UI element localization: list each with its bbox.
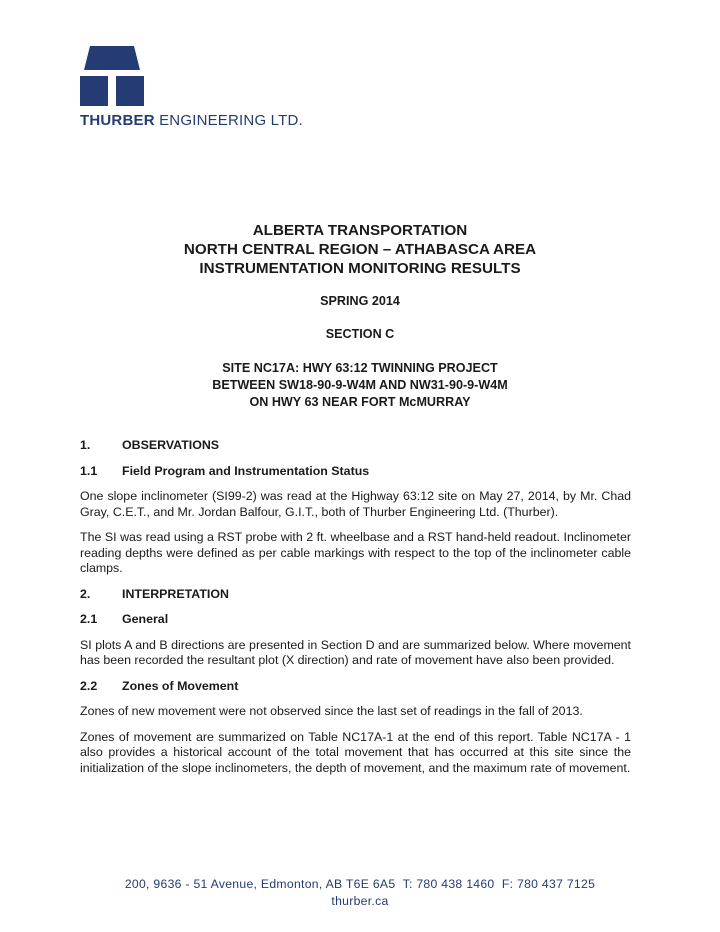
heading-field-program: 1.1 Field Program and Instrumentation Status xyxy=(80,463,370,478)
report-body xyxy=(80,438,631,776)
title-line-2: NORTH CENTRAL REGION – ATHABASCA AREA xyxy=(183,241,537,258)
thurber-logo-icon xyxy=(80,46,144,106)
footer-address: 200, 9636 - 51 Avenue, Edmonton, AB T6E 6A5 xyxy=(124,877,396,891)
document-title xyxy=(0,221,720,278)
company-name: THURBER ENGINEERING LTD. xyxy=(80,112,303,129)
paragraph-field-program: One slope inclinometer (SI99-2) was read at the Highway 63:12 site on May 27, 2014, by Mr. Chad Gray, C.E.T., and Mr. Jordan Balfour, G.I.T., both of Thurber Engineering Ltd. (Thurber). xyxy=(80,489,631,519)
title-line-1: ALBERTA TRANSPORTATION xyxy=(252,222,468,239)
footer-phone: 780 438 1460 xyxy=(416,877,495,891)
page-footer xyxy=(0,876,720,910)
heading-interpretation: 2. INTERPRETATION xyxy=(80,586,229,601)
paragraph-probe: The SI was read using a RST probe with 2 ft. wheelbase and a RST hand-held readout. Inclinometer reading depths were defined as per cable markings with respect to the top of the inclinometer cable clamps. xyxy=(80,530,631,575)
site-line-1: SITE NC17A: HWY 63:12 TWINNING PROJECT xyxy=(222,361,498,375)
site-line-3: ON HWY 63 NEAR FORT McMURRAY xyxy=(249,395,471,409)
title-line-3: INSTRUMENTATION MONITORING RESULTS xyxy=(199,260,521,277)
paragraph-general: SI plots A and B directions are presented in Section D and are summarized below. Where movement has been recorded the resultant plot (X direction) and rate of movement have also been provided. xyxy=(80,637,631,667)
season-label: SPRING 2014 xyxy=(320,294,400,308)
paragraph-zones-new: Zones of new movement were not observed since the last set of readings in the fall of 2013. xyxy=(80,704,583,718)
section-label: SECTION C xyxy=(325,327,395,341)
company-logo xyxy=(80,46,303,129)
heading-zones-of-movement: 2.2 Zones of Movement xyxy=(80,678,239,693)
heading-general: 2.1 General xyxy=(80,612,169,626)
footer-contact: 200, 9636 - 51 Avenue, Edmonton, AB T6E 6A5 T: 780 438 1460 F: 780 437 7125 xyxy=(124,877,596,891)
heading-observations: 1. OBSERVATIONS xyxy=(80,438,220,452)
paragraph-zones-summary: Zones of movement are summarized on Table NC17A-1 at the end of this report. Table NC17A - 1 also provides a historical account of the total movement that has occurred at this site since the initialization of the slope inclinometers, the depth of movement, and the maximum rate of movement. xyxy=(80,729,631,775)
site-heading xyxy=(0,360,720,411)
footer-fax: 780 437 7125 xyxy=(517,877,596,891)
footer-website-link[interactable]: thurber.ca xyxy=(331,894,389,908)
site-line-2: BETWEEN SW18-90-9-W4M AND NW31-90-9-W4M xyxy=(212,378,508,392)
